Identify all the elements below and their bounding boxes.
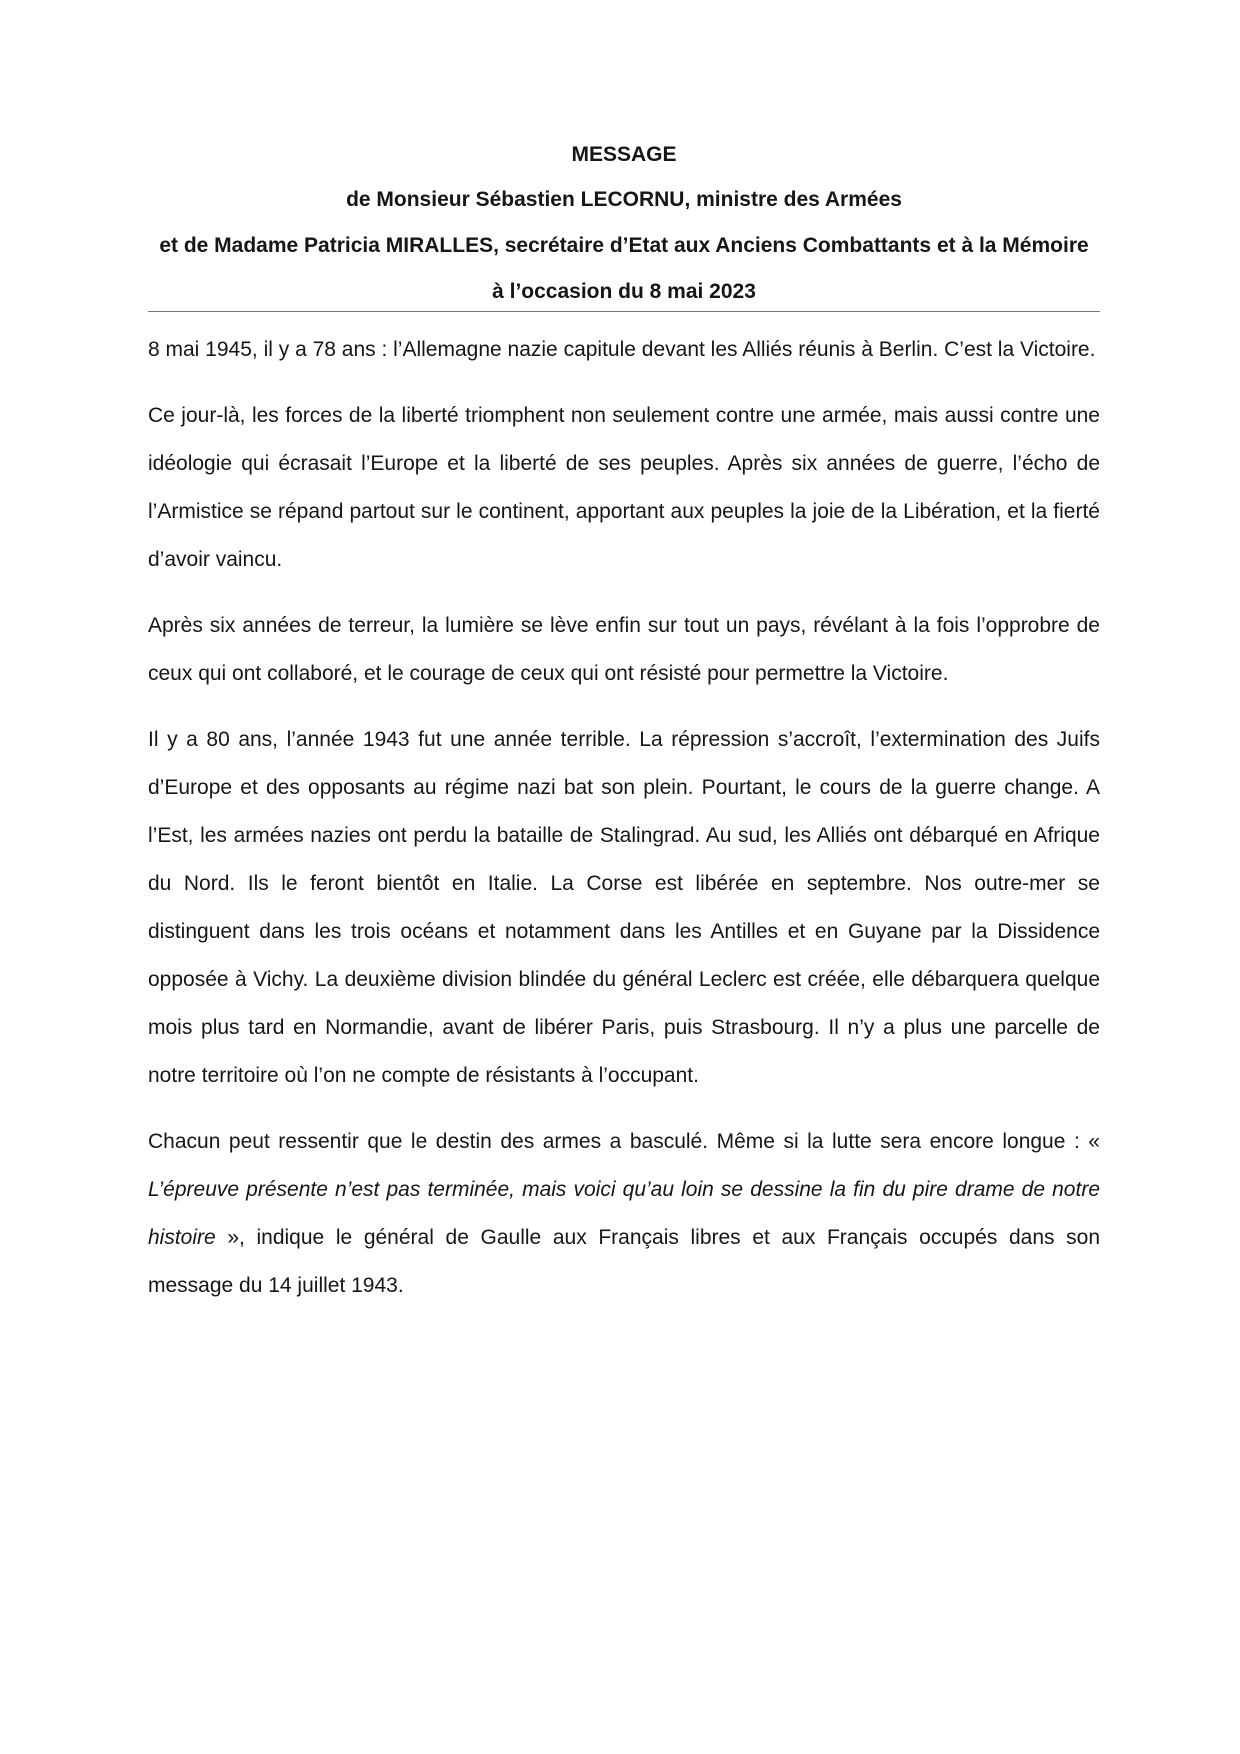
paragraph-5-outro: », indique le général de Gaulle aux Français libres et aux Français occupés dans son message du 14 juillet 1943. (148, 1226, 1100, 1297)
paragraph-2: Ce jour-là, les forces de la liberté triomphent non seulement contre une armée, mais aussi contre une idéologie qui écrasait l’Europe et la liberté de ses peuples. Après six années de guerre, l’écho de l’Armistice se répand partout sur le continent, apportant aux peuples la joie de la Libération, et la fierté d’avoir vaincu. (148, 404, 1100, 571)
header-occasion: à l’occasion du 8 mai 2023 (492, 280, 756, 303)
document-title: MESSAGE (571, 143, 677, 166)
document-page (148, 140, 1100, 1328)
header-minister: de Monsieur Sébastien LECORNU, ministre des Armées (346, 188, 902, 211)
paragraph-3: Après six années de terreur, la lumière se lève enfin sur tout un pays, révélant à la fois l’opprobre de ceux qui ont collaboré, et le courage de ceux qui ont résisté pour permettre la Victoire. (148, 614, 1100, 685)
paragraph-5-intro: Chacun peut ressentir que le destin des armes a basculé. Même si la lutte sera encore longue : « (148, 1130, 1100, 1153)
header-secretary: et de Madame Patricia MIRALLES, secrétaire d’Etat aux Anciens Combattants et à la Mémoire (159, 234, 1089, 257)
de-gaulle-quote: L’épreuve présente n’est pas terminée, mais voici qu’au loin se dessine la fin du pire drame de notre histoire (148, 1178, 1100, 1249)
paragraph-4: Il y a 80 ans, l’année 1943 fut une année terrible. La répression s’accroît, l’extermination des Juifs d’Europe et des opposants au régime nazi bat son plein. Pourtant, le cours de la guerre change. A l’Est, les armées nazies ont perdu la bataille de Stalingrad. Au sud, les Alliés ont débarqué en Afrique du Nord. Ils le feront bientôt en Italie. La Corse est libérée en septembre. Nos outre-mer se distinguent dans les trois océans et notamment dans les Antilles et en Guyane par la Dissidence opposée à Vichy. La deuxième division blindée du général Leclerc est créée, elle débarquera quelque mois plus tard en Normandie, avant de libérer Paris, puis Strasbourg. Il n’y a plus une parcelle de notre territoire où l’on ne compte de résistants à l’occupant. (148, 728, 1100, 1087)
header-divider (148, 311, 1100, 312)
paragraph-1: 8 mai 1945, il y a 78 ans : l’Allemagne nazie capitule devant les Alliés réunis à Berlin. C’est la Victoire. (148, 338, 1096, 361)
paragraph-5 (148, 1118, 1100, 1310)
